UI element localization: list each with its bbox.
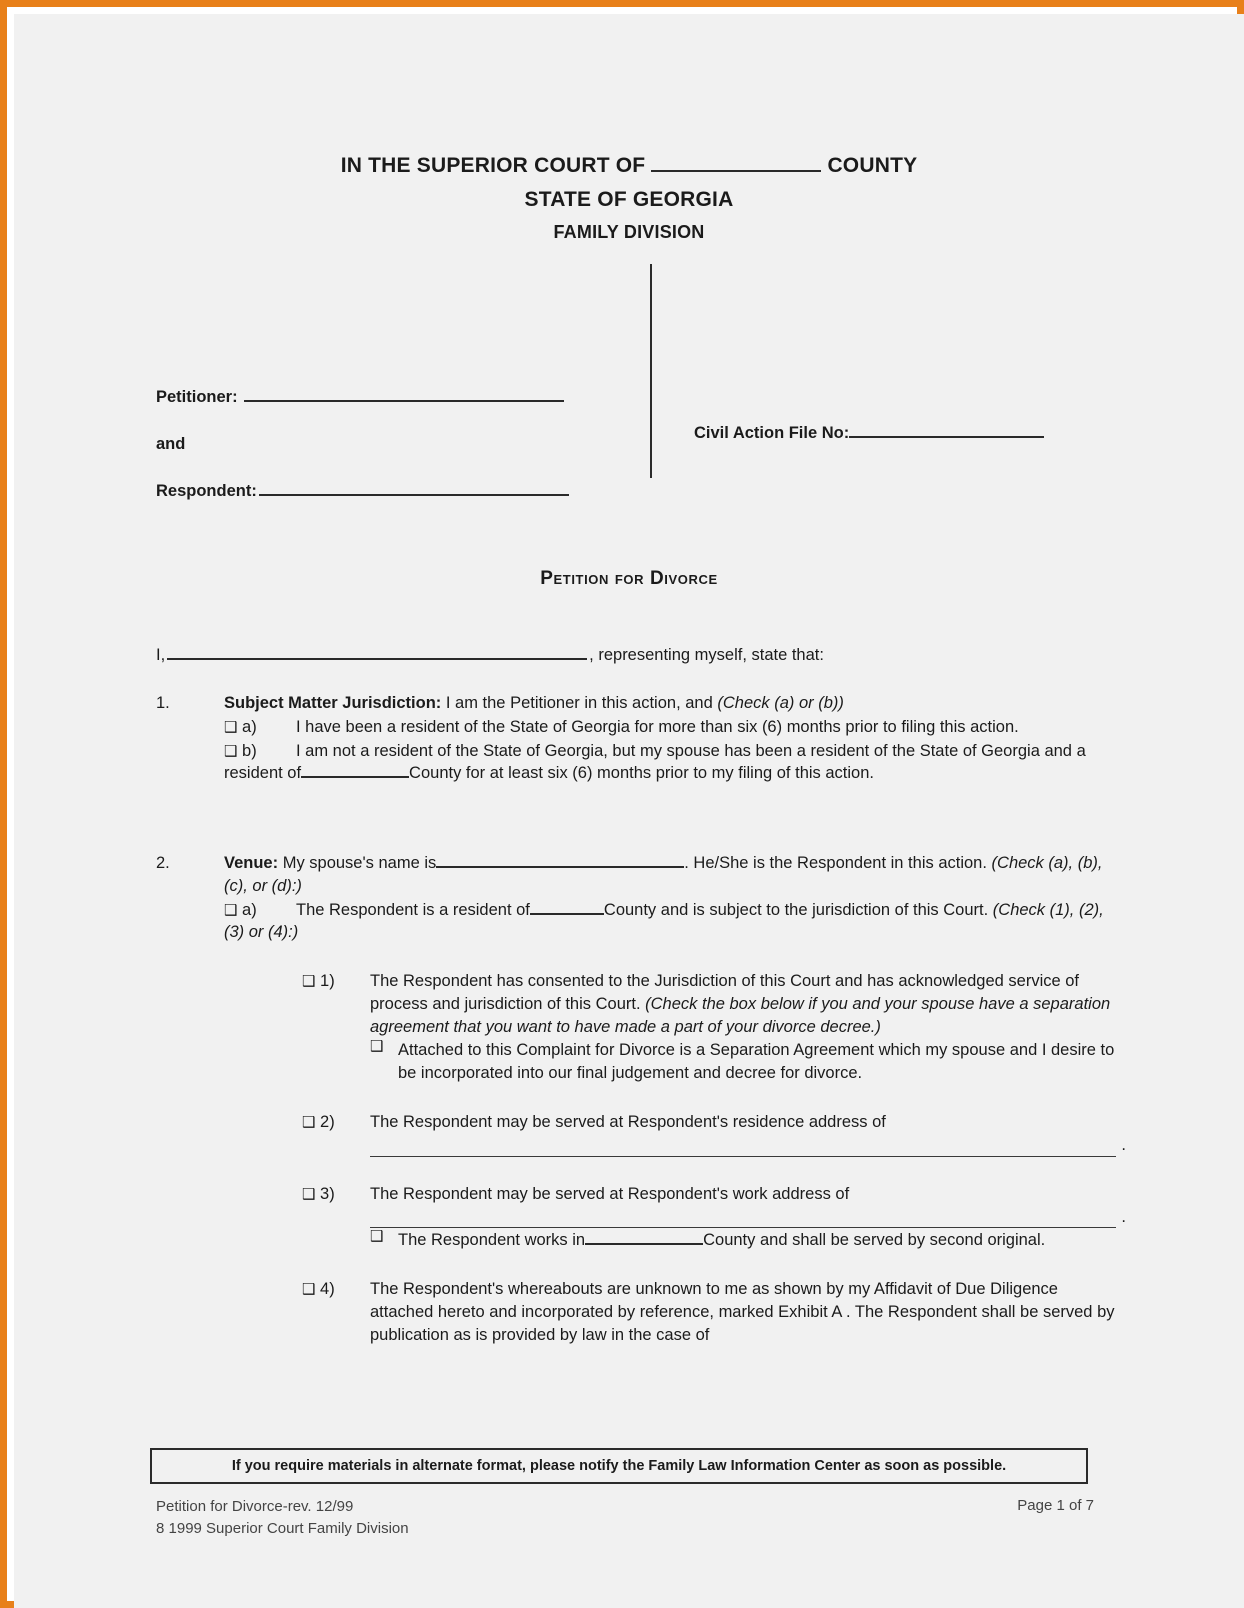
option-a-text: I have been a resident of the State of Georgia for more than six (6) months prior to filing this action.	[296, 717, 1019, 736]
venue-option-a-letter: a)	[242, 900, 257, 919]
checkbox-icon[interactable]: ❑	[302, 1112, 316, 1131]
section-1-title: Subject Matter Jurisdiction:	[224, 694, 442, 712]
residence-address-blank-field[interactable]	[370, 1136, 1116, 1157]
respondent-row	[156, 480, 569, 503]
footer-page-number: Page 1 of 7	[1017, 1497, 1094, 1514]
alternate-format-notice: If you require materials in alternate format, please notify the Family Law Information Center as soon as possible.	[150, 1448, 1088, 1484]
section-2-head-instruction: (Check (a), (b), (c), or (d):)	[224, 854, 1103, 895]
option-b-letter: b)	[242, 741, 257, 760]
works-in-county-option	[370, 1229, 1116, 1252]
venue-option-a-marker	[224, 899, 290, 922]
option-b-text-part-2: County for at least six (6) months prior to my filing of this action.	[409, 764, 874, 783]
venue-option-3-number: 3)	[320, 1184, 335, 1203]
petitioner-name-blank-field[interactable]	[244, 400, 564, 402]
venue-option-3-marker	[302, 1183, 372, 1206]
intro-lead: I,	[156, 646, 166, 664]
venue-option-3	[224, 1183, 1126, 1253]
venue-option-4-number: 4)	[320, 1280, 335, 1299]
checkbox-icon[interactable]: ❑	[302, 1280, 316, 1299]
section-subject-matter-jurisdiction	[156, 692, 1116, 785]
venue-option-a-text-part-2: County and is subject to the jurisdiction of this Court.	[603, 900, 989, 919]
section-1-option-b	[156, 740, 1116, 786]
venue-option-2-text: The Respondent may be served at Respondent's residence address of	[370, 1112, 886, 1131]
page-title: Petition for Divorce	[540, 568, 718, 589]
venue-option-2	[224, 1111, 1126, 1157]
section-venue	[156, 852, 1126, 1346]
separation-agreement-text: Attached to this Complaint for Divorce is a Separation Agreement which my spouse and I desire to be incorporated into our final judgement and decree for divorce.	[398, 1041, 1115, 1083]
venue-option-1-instruction: (Check the box below if you and your spouse have a separation agreement that you want to have made a part of your divorce decree.)	[370, 994, 1111, 1036]
venue-option-a-instruction: (Check (1), (2), (3) or (4):)	[224, 900, 1104, 942]
court-header	[14, 152, 1244, 245]
work-address-line-wrap	[370, 1207, 1126, 1228]
option-a-marker	[224, 716, 290, 739]
court-header-line-1	[14, 152, 1244, 181]
intro-tail: , representing myself, state that:	[589, 646, 824, 664]
works-in-county-text-part-2: County and shall be served by second original.	[703, 1231, 1046, 1250]
section-2-title: Venue:	[224, 854, 279, 872]
court-header-line-2: STATE OF GEORGIA	[524, 187, 734, 211]
section-2-number: 2.	[156, 854, 170, 872]
option-b-county-blank-field[interactable]	[301, 776, 409, 778]
venue-county-blank-field[interactable]	[530, 913, 604, 915]
venue-option-2-number: 2)	[320, 1112, 335, 1131]
civil-action-file-number-label: Civil Action File No:	[694, 424, 850, 442]
section-1-option-a	[156, 716, 1116, 739]
civil-action-file-number-row	[694, 422, 1044, 445]
venue-option-1-marker	[302, 970, 372, 993]
venue-option-a-text	[224, 901, 1104, 942]
venue-option-4-body: The Respondent's whereabouts are unknown to me as shown by my Affidavit of Due Diligence attached hereto and incorporated by reference, marked Exhibit A . The Respondent shall be served by publication as is provided by law in the case of	[370, 1280, 1115, 1344]
respondent-name-blank-field[interactable]	[259, 494, 569, 496]
petitioner-row	[156, 386, 564, 409]
and-connector: and	[156, 435, 186, 453]
declarant-intro-line	[156, 644, 1116, 667]
venue-option-a-text-part-1: The Respondent is a resident of	[296, 900, 530, 919]
county-blank-field[interactable]	[651, 170, 821, 172]
section-2-heading	[156, 852, 1116, 898]
option-b-text-part-1: I am not a resident of the State of Georgia, but my spouse has been a resident of the State of Georgia and a resident of	[224, 741, 1086, 783]
works-in-county-blank-field[interactable]	[585, 1243, 703, 1245]
checkbox-icon[interactable]: ❑	[224, 741, 238, 760]
section-2-head-text-1: My spouse's name is	[282, 854, 437, 872]
venue-option-1-number: 1)	[320, 972, 335, 991]
venue-numbered-options	[156, 970, 1126, 1346]
option-b-text	[224, 742, 1086, 783]
petitioner-label: Petitioner:	[156, 388, 238, 406]
checkbox-icon[interactable]: ❑	[302, 972, 316, 991]
section-2-head-text-2: . He/She is the Respondent in this action.	[684, 854, 987, 872]
footer-form-name: Petition for Divorce-rev. 12/99	[156, 1498, 354, 1515]
option-b-marker	[224, 740, 290, 763]
spouse-name-blank-field[interactable]	[436, 866, 684, 868]
respondent-label: Respondent:	[156, 482, 257, 500]
caption-divider-rule	[650, 264, 652, 478]
court-header-line-1-prefix: IN THE SUPERIOR COURT OF	[340, 154, 646, 177]
venue-option-1-text: The Respondent has consented to the Jurisdiction of this Court and has acknowledged service of process and jurisdiction of this Court.	[370, 972, 1080, 1013]
venue-option-1	[224, 970, 1116, 1085]
document-sheet	[14, 14, 1244, 1608]
court-header-line-3: FAMILY DIVISION	[553, 221, 705, 242]
venue-option-4	[224, 1278, 1116, 1346]
civil-action-file-number-blank-field[interactable]	[849, 436, 1044, 438]
petition-document	[14, 14, 1244, 1608]
case-caption-block	[14, 258, 1244, 518]
separation-agreement-option	[370, 1039, 1116, 1085]
option-a-letter: a)	[242, 717, 257, 736]
checkbox-icon[interactable]: ❑	[224, 900, 238, 919]
residence-address-line-tail: .	[1121, 1135, 1126, 1154]
section-1-number: 1.	[156, 694, 170, 712]
work-address-blank-field[interactable]	[370, 1207, 1116, 1228]
section-1-head-instruction: (Check (a) or (b))	[717, 694, 844, 712]
residence-address-line-wrap	[370, 1135, 1126, 1157]
checkbox-icon[interactable]: ❑	[370, 1037, 384, 1056]
court-header-line-1-suffix: COUNTY	[827, 154, 918, 177]
checkbox-icon[interactable]: ❑	[224, 717, 238, 736]
venue-option-2-marker	[302, 1111, 372, 1134]
work-address-line-tail: .	[1121, 1207, 1126, 1226]
section-1-heading	[156, 692, 1116, 715]
works-in-county-text-part-1: The Respondent works in	[398, 1231, 586, 1250]
venue-option-3-text: The Respondent may be served at Respondent's work address of	[370, 1184, 850, 1203]
venue-option-4-marker	[302, 1278, 372, 1301]
checkbox-icon[interactable]: ❑	[302, 1184, 316, 1203]
footer-form-info	[156, 1496, 409, 1540]
section-2-option-a	[156, 899, 1116, 945]
footer-copyright: 8 1999 Superior Court Family Division	[156, 1519, 409, 1537]
section-1-head-text: I am the Petitioner in this action, and	[445, 694, 713, 712]
checkbox-icon[interactable]: ❑	[370, 1227, 384, 1246]
declarant-name-blank-field[interactable]	[167, 658, 587, 660]
